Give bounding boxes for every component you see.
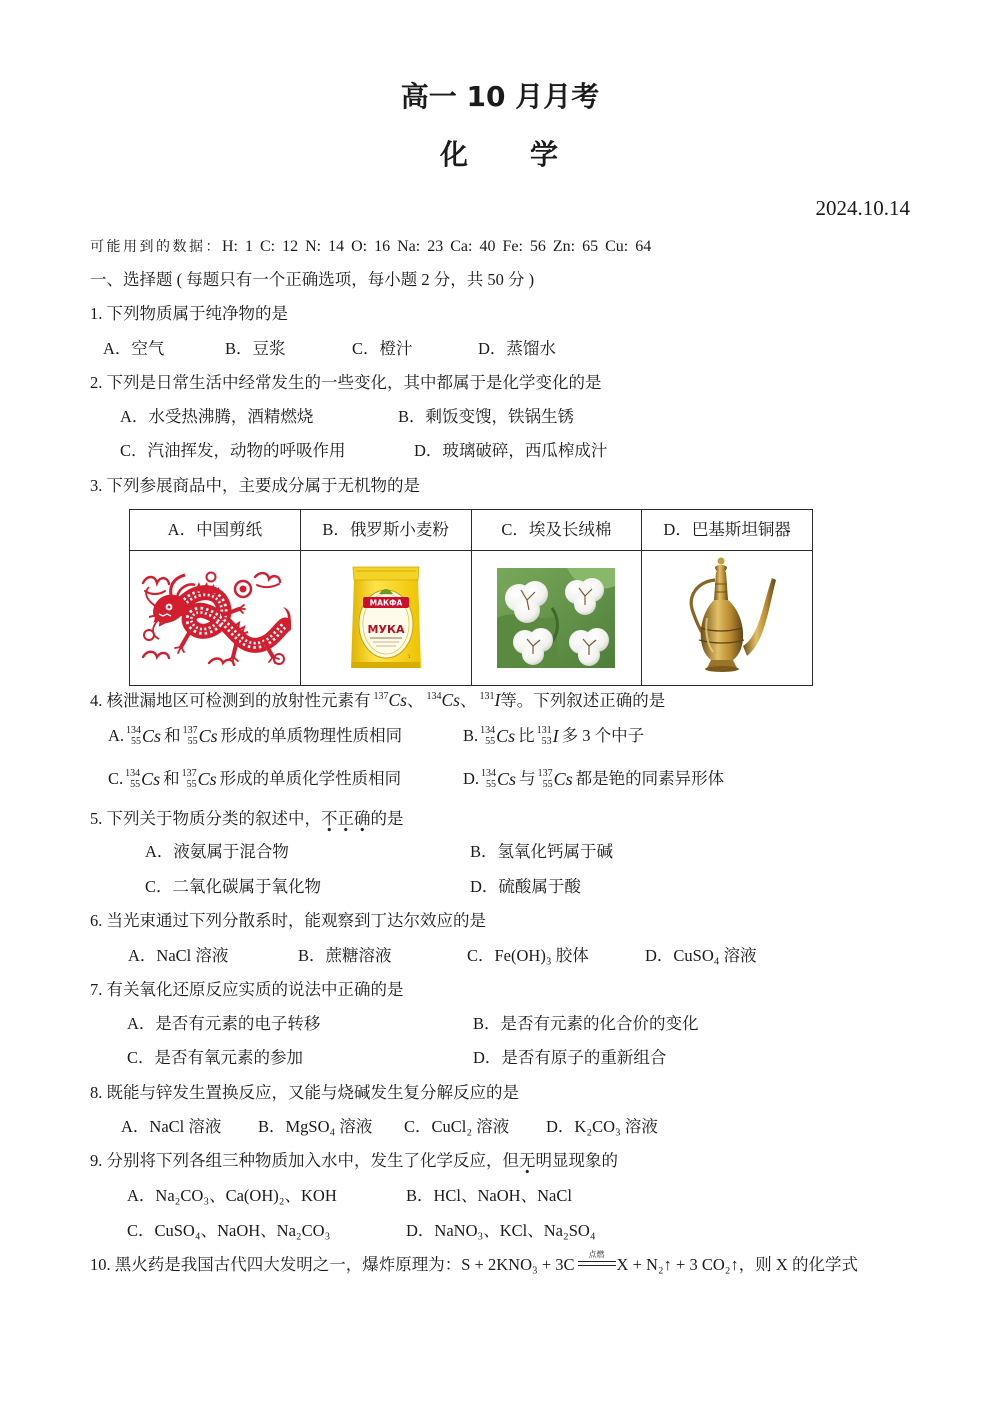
element-symbol: Cs	[141, 769, 161, 789]
option-b: B．豆浆	[225, 339, 286, 358]
question-9-options-cd	[0, 1220, 1000, 1242]
mass-number: 131	[479, 691, 495, 702]
option-a: A．NaCl 溶液	[128, 946, 229, 965]
element-symbol: Cs	[142, 726, 162, 746]
question-1-options	[0, 338, 1000, 360]
option-label: B.	[463, 726, 479, 745]
question-6-options	[0, 945, 1000, 967]
isotope-numbers	[480, 725, 495, 747]
emphasized-text: 无	[519, 1151, 536, 1174]
option-c	[108, 764, 401, 794]
question-7-stem: 7. 有关氧化还原反应实质的说法中正确的是	[90, 980, 404, 999]
reaction-condition-arrow	[578, 1250, 616, 1266]
question-7-options-cd	[0, 1047, 1000, 1069]
question-8-options	[0, 1116, 1000, 1138]
question-1-stem: 1. 下列物质属于纯净物的是	[90, 304, 288, 323]
cotton-icon	[497, 568, 615, 668]
question-4-suffix: 等。下列叙述正确的是	[500, 691, 666, 710]
option-d: D．玻璃破碎，西瓜榨成汁	[414, 441, 608, 460]
isotope	[125, 768, 160, 790]
question-7-options-ab	[0, 1013, 1000, 1035]
isotope	[538, 768, 573, 790]
copper-ewer-icon	[677, 556, 777, 680]
svg-text:1: 1	[407, 654, 411, 659]
element-symbol: I	[494, 690, 501, 710]
mass-number: 137	[182, 725, 198, 736]
goods-image-b	[300, 551, 471, 686]
option-b: B．是否有元素的化合价的变化	[473, 1014, 699, 1033]
option-d: D．NaNO₃、KCl、Na₂SO₄	[406, 1221, 596, 1240]
question-5-stem	[90, 808, 404, 830]
isotope-numbers	[125, 768, 140, 790]
isotope	[126, 725, 161, 747]
flour-product-text: МУКА	[367, 623, 405, 636]
option-a	[108, 721, 402, 751]
flour-brand-text: МАКФА	[369, 598, 402, 608]
isotope-numbers	[183, 725, 198, 747]
goods-header-d: D．巴基斯坦铜器	[642, 510, 813, 551]
option-a: A．NaCl 溶液	[121, 1117, 222, 1136]
question-4-options-cd	[0, 764, 1000, 794]
option-b: B．蔗糖溶液	[298, 946, 392, 965]
atomic-masses: H: 1 C: 12 N: 14 O: 16 Na: 23 Ca: 40 Fe: 56 Zn: 65 Cu: 64	[222, 238, 652, 255]
question-4-prefix: 4. 核泄漏地区可检测到的放射性元素有	[90, 691, 371, 710]
element-symbol: Cs	[497, 769, 517, 789]
goods-image-a	[130, 551, 301, 686]
option-b: B．HCl、NaOH、NaCl	[406, 1186, 572, 1205]
atomic-number: 55	[485, 736, 496, 747]
isotope	[537, 725, 559, 747]
paper-cut-dragon-icon	[139, 567, 291, 669]
mass-number: 137	[373, 691, 389, 702]
question-5-stem-before: 5. 下列关于物质分类的叙述中，	[90, 809, 321, 828]
mass-number: 134	[126, 725, 142, 736]
goods-table	[129, 509, 813, 686]
atomic-number: 55	[130, 779, 141, 790]
option-label: D.	[463, 769, 480, 788]
goods-header-a: A．中国剪纸	[130, 510, 301, 551]
reaction-condition-label: 点燃	[588, 1250, 605, 1259]
mass-number: 134	[481, 768, 497, 779]
option-b: B．氢氧化钙属于碱	[470, 842, 614, 861]
mass-number: 134	[426, 691, 442, 702]
isotope-numbers	[481, 768, 496, 790]
option-c: C．汽油挥发，动物的呼吸作用	[120, 441, 346, 460]
reference-label: 可能用到的数据：	[90, 239, 222, 255]
question-9-stem-before: 9. 分别将下列各组三种物质加入水中，发生了化学反应，但	[90, 1151, 519, 1170]
goods-header-b: B．俄罗斯小麦粉	[300, 510, 471, 551]
option-a: A．是否有元素的电子转移	[127, 1014, 321, 1033]
option-text: 都是铯的同素异形体	[575, 769, 725, 788]
flour-bag-icon	[346, 564, 426, 672]
mass-number: 137	[537, 768, 553, 779]
mass-number: 131	[536, 725, 552, 736]
question-10-stem-after: X + N₂↑ + 3 CO₂↑，则 X 的化学式	[616, 1255, 858, 1274]
element-symbol: Cs	[441, 690, 460, 710]
option-d: D．硫酸属于酸	[470, 877, 581, 896]
atomic-number: 53	[541, 736, 552, 747]
question-4-stem	[90, 686, 665, 712]
option-link-word: 和	[163, 769, 180, 788]
element-symbol: I	[552, 726, 559, 746]
option-b: B．剩饭变馊，铁锅生锈	[398, 407, 575, 426]
isotope	[182, 768, 217, 790]
question-5-options-ab	[0, 841, 1000, 863]
element-symbol: Cs	[553, 769, 573, 789]
goods-header-c: C．埃及长绒棉	[471, 510, 642, 551]
option-text: 多 3 个中子	[561, 726, 645, 745]
atomic-number: 55	[486, 779, 497, 790]
emphasized-text: 不正确	[321, 809, 371, 832]
subject-title: 化 学	[439, 138, 560, 171]
exam-title: 高一 10 月月考	[400, 80, 600, 113]
option-text: 形成的单质物理性质相同	[220, 726, 403, 745]
option-text: 形成的单质化学性质相同	[219, 769, 402, 788]
option-link-word: 与	[519, 769, 536, 788]
isotope	[183, 725, 218, 747]
question-5-stem-after: 的是	[370, 809, 404, 828]
option-c: C．二氧化碳属于氧化物	[145, 877, 322, 896]
atomic-number: 55	[542, 779, 553, 790]
element-symbol: Cs	[197, 769, 217, 789]
option-a: A．水受热沸腾，酒精燃烧	[120, 407, 314, 426]
option-c: C．橙汁	[352, 339, 413, 358]
element-symbol: Cs	[496, 726, 516, 746]
option-d: D．蒸馏水	[478, 339, 556, 358]
question-2-options-ab	[0, 406, 1000, 428]
option-link-word: 和	[164, 726, 181, 745]
question-9-stem-after: 明显现象的	[535, 1151, 618, 1170]
question-9-options-ab	[0, 1185, 1000, 1207]
question-4-options-ab	[0, 721, 1000, 751]
option-link-word: 比	[518, 726, 535, 745]
question-9-stem	[90, 1150, 618, 1172]
question-10-stem	[90, 1250, 858, 1276]
goods-table-header-row	[130, 510, 813, 551]
mass-number: 137	[181, 768, 197, 779]
atomic-number: 55	[187, 736, 198, 747]
reference-data	[90, 235, 651, 258]
option-c: C．CuSO₄、NaOH、Na₂CO₃	[127, 1221, 331, 1240]
goods-table-image-row	[130, 551, 813, 686]
question-10-stem-before: 10. 黑火药是我国古代四大发明之一，爆炸原理为：S + 2KNO₃ + 3C	[90, 1255, 575, 1274]
option-d: D．是否有原子的重新组合	[473, 1048, 667, 1067]
mass-number: 134	[125, 768, 141, 779]
separator: 、	[406, 691, 424, 710]
option-a: A．液氨属于混合物	[145, 842, 289, 861]
option-c: C．CuCl₂ 溶液	[404, 1117, 510, 1136]
option-d: D．CuSO₄ 溶液	[645, 946, 757, 965]
goods-image-d	[642, 551, 813, 686]
isotope	[480, 725, 515, 747]
question-2-options-cd	[0, 440, 1000, 462]
option-d: D．K₂CO₃ 溶液	[546, 1117, 658, 1136]
element-symbol: Cs	[198, 726, 218, 746]
isotope	[481, 768, 516, 790]
question-3-stem: 3. 下列参展商品中，主要成分属于无机物的是	[90, 476, 420, 495]
question-8-stem: 8. 既能与锌发生置换反应，又能与烧碱发生复分解反应的是	[90, 1083, 519, 1102]
atomic-number: 55	[186, 779, 197, 790]
option-a: A．Na₂CO₃、Ca(OH)₂、KOH	[127, 1186, 337, 1205]
option-label: A.	[108, 726, 125, 745]
option-c: C．Fe(OH)₃ 胶体	[467, 946, 589, 965]
separator: 、	[459, 691, 477, 710]
option-b	[463, 721, 644, 751]
isotope-numbers	[538, 768, 553, 790]
isotope-numbers	[537, 725, 552, 747]
question-5-options-cd	[0, 876, 1000, 898]
option-a: A．空气	[103, 339, 165, 358]
isotope-numbers	[126, 725, 141, 747]
option-c: C．是否有氧元素的参加	[127, 1048, 304, 1067]
option-label: C.	[108, 769, 124, 788]
atomic-number: 55	[131, 736, 142, 747]
question-2-stem: 2. 下列是日常生活中经常发生的一些变化，其中都属于是化学变化的是	[90, 373, 602, 392]
question-6-stem: 6. 当光束通过下列分散系时，能观察到丁达尔效应的是	[90, 911, 486, 930]
isotope-numbers	[182, 768, 197, 790]
section-title: 一、选择题 ( 每题只有一个正确选项，每小题 2 分，共 50 分 )	[90, 270, 535, 289]
option-d	[463, 764, 724, 794]
exam-date: 2024.10.14	[815, 196, 910, 220]
element-symbol: Cs	[388, 690, 407, 710]
mass-number: 134	[480, 725, 496, 736]
goods-image-c	[471, 551, 642, 686]
option-b: B．MgSO₄ 溶液	[258, 1117, 373, 1136]
